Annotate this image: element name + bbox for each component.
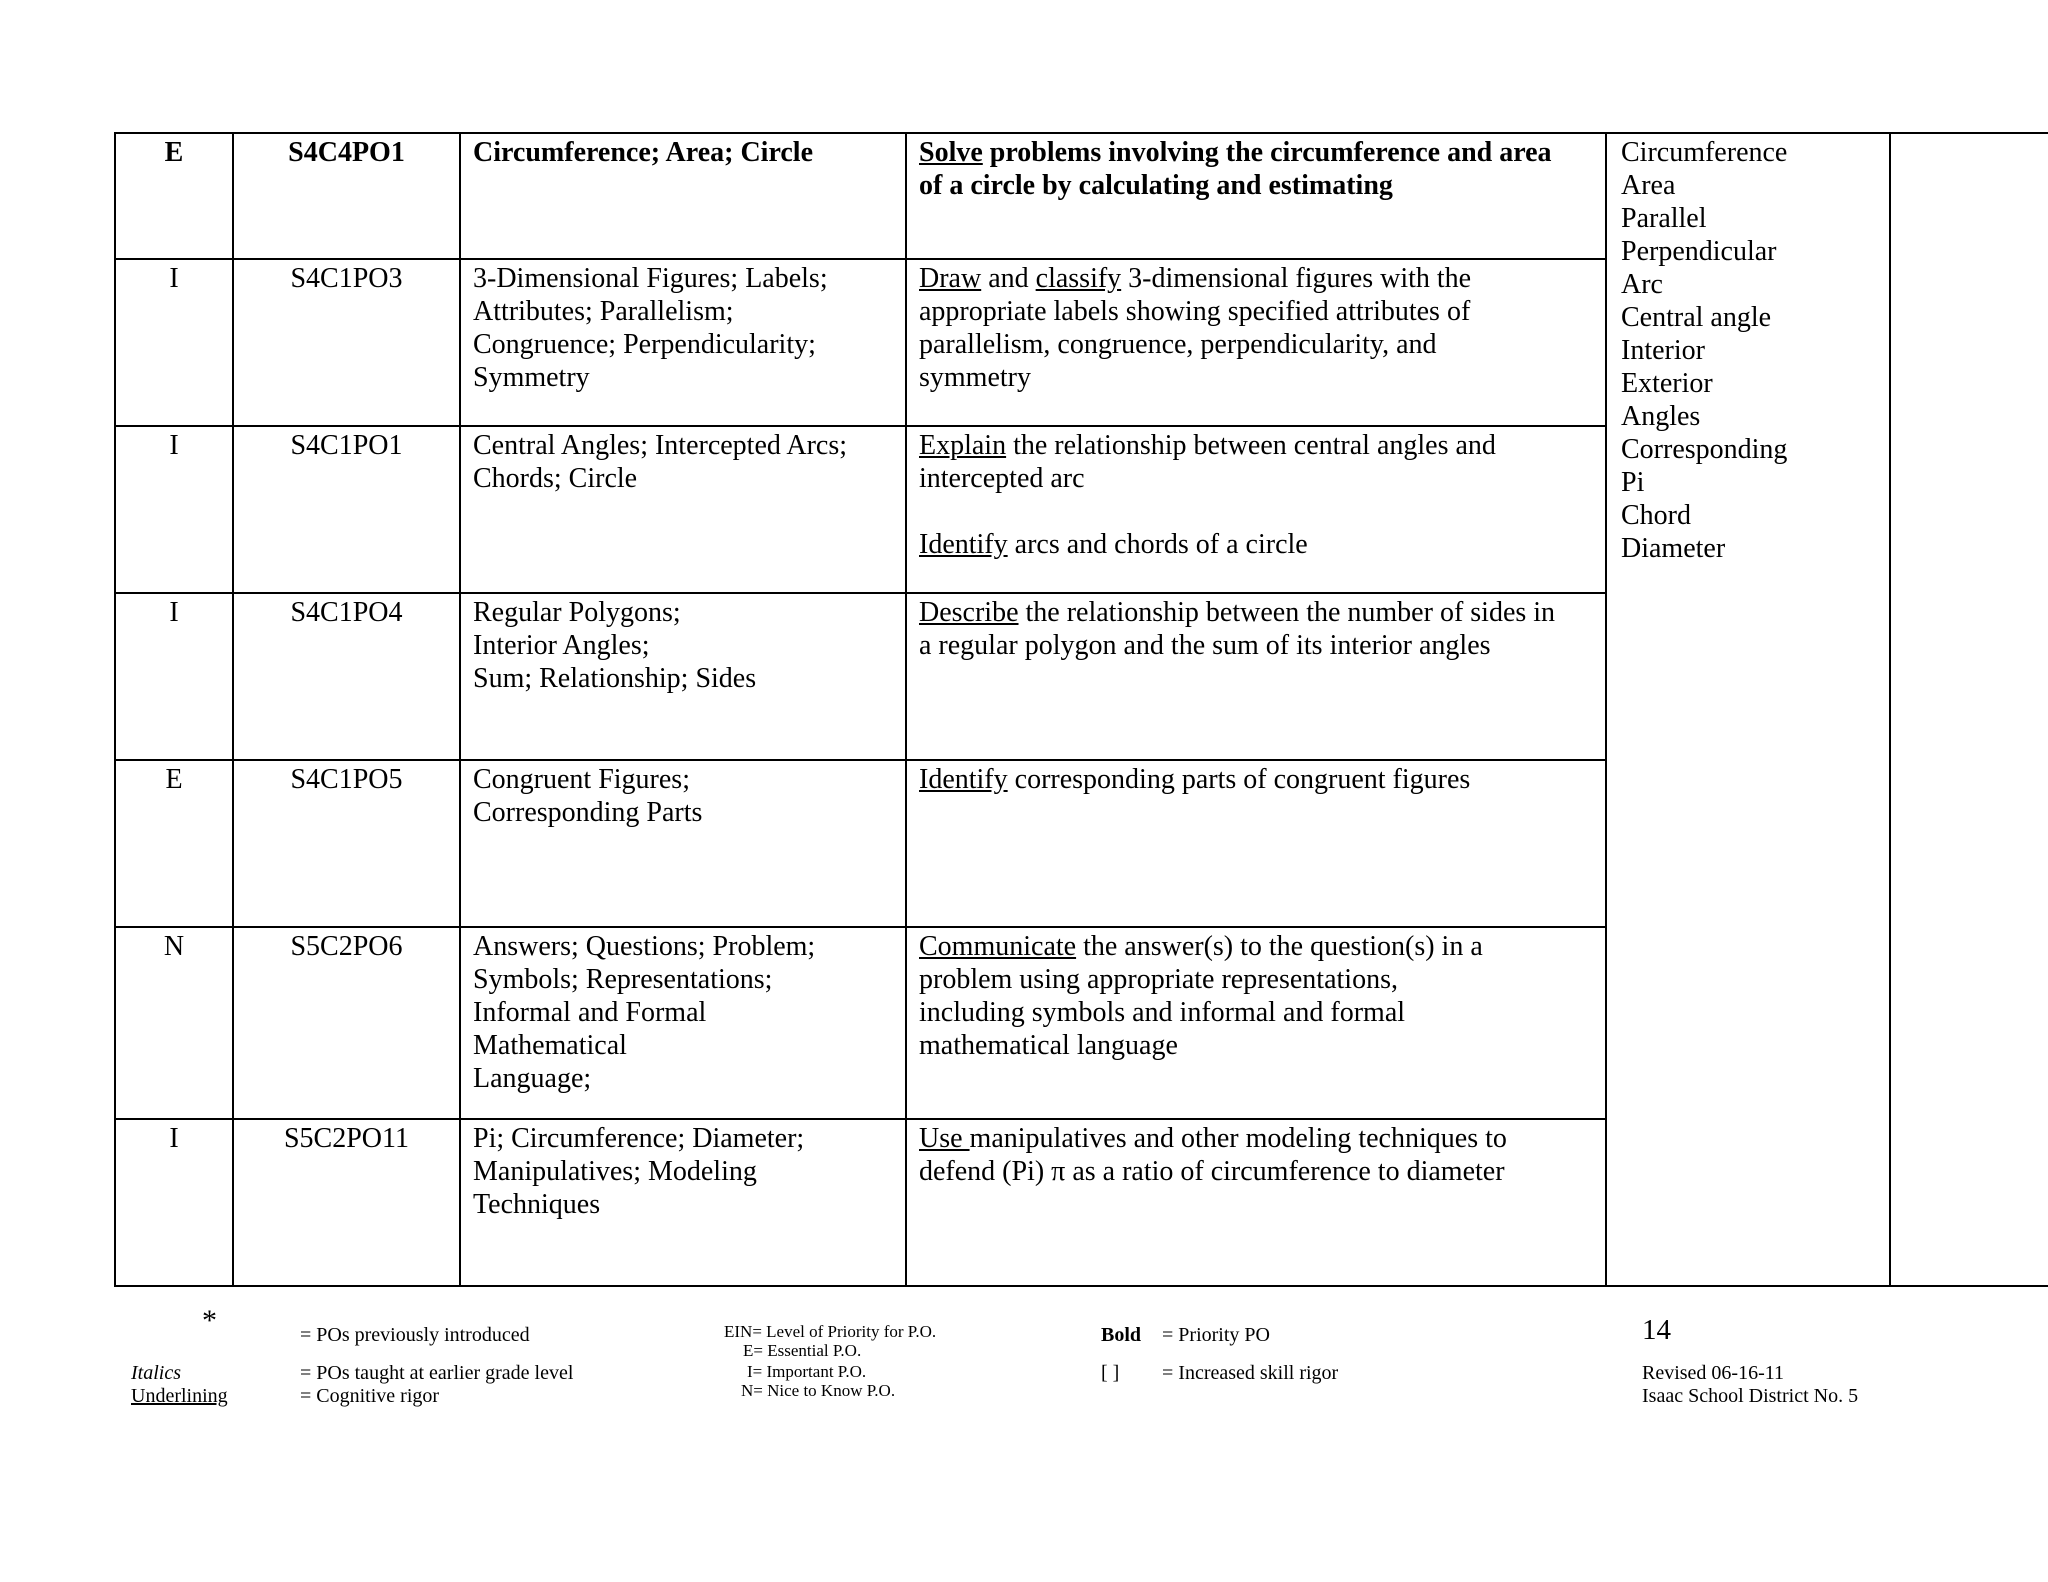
po-code-cell: S4C4PO1: [233, 133, 460, 259]
asterisk-symbol: *: [202, 1304, 217, 1337]
topic-line: Symmetry: [473, 362, 590, 393]
topic-line: Central Angles; Intercepted Arcs;: [473, 430, 847, 461]
priority-cell: I: [115, 426, 233, 593]
legend-ein: EIN= Level of Priority for P.O.: [724, 1322, 937, 1341]
cognitive-verb: Describe: [919, 597, 1019, 628]
legend-italics-label: Italics: [131, 1362, 181, 1384]
objective-text: manipulatives and other modeling techniques to: [969, 1123, 1507, 1154]
objective-line: parallelism, congruence, perpendicularity, and: [919, 329, 1437, 360]
objective-line: of a circle by calculating and estimating: [919, 170, 1393, 201]
priority-cell: I: [115, 1119, 233, 1286]
objective-line: appropriate labels showing specified attributes of: [919, 296, 1471, 327]
objective-line: [919, 262, 1593, 295]
vocabulary-word: Pi: [1621, 467, 1645, 498]
topic-line: Attributes; Parallelism;: [473, 296, 734, 327]
page-number: 14: [1642, 1314, 1671, 1346]
topic-line: 3-Dimensional Figures; Labels;: [473, 263, 828, 294]
vocabulary-word: Arc: [1621, 269, 1663, 300]
legend-bold-label: Bold: [1101, 1324, 1142, 1346]
objective-text: the relationship between central angles and: [1006, 430, 1496, 461]
objective-text: and: [981, 263, 1036, 294]
objective-line: [919, 1122, 1593, 1155]
objective-line: [919, 596, 1593, 629]
cognitive-verb: Identify: [919, 764, 1008, 795]
topic-cell: [460, 1119, 906, 1286]
legend-essential: E= Essential P.O.: [743, 1341, 862, 1360]
district-name: Isaac School District No. 5: [1642, 1385, 1859, 1407]
objective-text: problems involving the circumference and area: [982, 137, 1552, 168]
objective-line: [919, 136, 1593, 169]
priority-cell: E: [115, 133, 233, 259]
topic-line: Chords; Circle: [473, 463, 638, 494]
cognitive-verb: Use: [919, 1123, 970, 1154]
notes-cell: [1890, 133, 2048, 1286]
objective-line: [919, 930, 1593, 963]
po-code-cell: S4C1PO1: [233, 426, 460, 593]
vocabulary-word: Parallel: [1621, 203, 1707, 234]
cognitive-verb: Identify: [919, 529, 1008, 560]
topic-line: Techniques: [473, 1189, 601, 1220]
vocabulary-word: Chord: [1621, 500, 1691, 531]
topic-line: Corresponding Parts: [473, 797, 703, 828]
objective-text: 3-dimensional figures with the: [1121, 263, 1472, 294]
legend-important: I= Important P.O.: [747, 1362, 867, 1381]
objective-cell: [906, 426, 1606, 593]
topic-line: Congruence; Perpendicularity;: [473, 329, 816, 360]
legend-italics-desc: = POs taught at earlier grade level: [300, 1362, 574, 1384]
cognitive-verb: Draw: [919, 263, 982, 294]
revised-date: Revised 06-16-11: [1642, 1362, 1785, 1384]
po-code-cell: S5C2PO11: [233, 1119, 460, 1286]
legend-bold-desc: = Priority PO: [1162, 1324, 1270, 1346]
objective-text: corresponding parts of congruent figures: [1007, 764, 1471, 795]
po-code-cell: S5C2PO6: [233, 927, 460, 1119]
priority-cell: I: [115, 593, 233, 760]
legend-underline-label: Underlining: [131, 1385, 228, 1407]
vocabulary-word: Area: [1621, 170, 1676, 201]
objective-line: a regular polygon and the sum of its interior angles: [919, 630, 1491, 661]
cognitive-verb: Solve: [919, 137, 983, 168]
topic-line: Answers; Questions; Problem;: [473, 931, 816, 962]
vocabulary-word: Circumference: [1621, 137, 1788, 168]
objective-text: the answer(s) to the question(s) in a: [1076, 931, 1483, 962]
vocabulary-word: Perpendicular: [1621, 236, 1777, 267]
po-code-cell: S4C1PO3: [233, 259, 460, 426]
objective-line: intercepted arc: [919, 463, 1085, 494]
topic-cell: [460, 593, 906, 760]
objective-line: problem using appropriate representations,: [919, 964, 1398, 995]
objective-cell: [906, 133, 1606, 259]
vocabulary-word: Interior: [1621, 335, 1705, 366]
vocabulary-word: Diameter: [1621, 533, 1726, 564]
curriculum-table: [114, 132, 2048, 1287]
topic-line: Interior Angles;: [473, 630, 650, 661]
cognitive-verb: Communicate: [919, 931, 1077, 962]
objective-text: arcs and chords of a circle: [1007, 529, 1308, 560]
po-code-cell: S4C1PO5: [233, 760, 460, 927]
priority-cell: N: [115, 927, 233, 1119]
objective-cell: [906, 760, 1606, 927]
topic-line: Language;: [473, 1063, 592, 1094]
topic-cell: [460, 426, 906, 593]
topic-cell: [460, 133, 906, 259]
spacer: [919, 495, 1593, 528]
table-row: [115, 133, 2048, 259]
priority-cell: E: [115, 760, 233, 927]
objective-cell: [906, 927, 1606, 1119]
legend-bracket-label: [ ]: [1101, 1362, 1120, 1384]
topic-line: Pi; Circumference; Diameter;: [473, 1123, 805, 1154]
objective-line: [919, 763, 1593, 796]
topic-cell: [460, 259, 906, 426]
vocabulary-word: Corresponding: [1621, 434, 1788, 465]
objective-cell: [906, 259, 1606, 426]
topic-line: Sum; Relationship; Sides: [473, 663, 757, 694]
objective-line: symmetry: [919, 362, 1031, 393]
topic-line: Informal and Formal: [473, 997, 707, 1028]
priority-cell: I: [115, 259, 233, 426]
vocabulary-word: Central angle: [1621, 302, 1772, 333]
objective-text: the relationship between the number of sides in: [1018, 597, 1556, 628]
objective-line: including symbols and informal and formal: [919, 997, 1406, 1028]
legend-asterisk-desc: = POs previously introduced: [300, 1324, 530, 1346]
topic-line: Congruent Figures;: [473, 764, 690, 795]
topic-cell: [460, 760, 906, 927]
topic-line: Symbols; Representations;: [473, 964, 773, 995]
topic-line: Circumference; Area; Circle: [473, 137, 814, 168]
legend-bracket-desc: = Increased skill rigor: [1162, 1362, 1339, 1384]
topic-cell: [460, 927, 906, 1119]
vocabulary-word: Exterior: [1621, 368, 1713, 399]
vocabulary-word: Angles: [1621, 401, 1701, 432]
topic-line: Regular Polygons;: [473, 597, 681, 628]
cognitive-verb: Explain: [919, 430, 1007, 461]
legend-nice-to-know: N= Nice to Know P.O.: [741, 1381, 896, 1400]
objective-cell: [906, 593, 1606, 760]
topic-line: Manipulatives; Modeling: [473, 1156, 757, 1187]
topic-line: Mathematical: [473, 1030, 627, 1061]
vocabulary-cell: [1606, 133, 1890, 1286]
cognitive-verb: classify: [1035, 263, 1122, 294]
po-code-cell: S4C1PO4: [233, 593, 460, 760]
objective-line: [919, 528, 1593, 561]
objective-line: defend (Pi) π as a ratio of circumference to diameter: [919, 1156, 1505, 1187]
legend-underline-desc: = Cognitive rigor: [300, 1385, 440, 1407]
objective-cell: [906, 1119, 1606, 1286]
objective-line: mathematical language: [919, 1030, 1178, 1061]
objective-line: [919, 429, 1593, 462]
